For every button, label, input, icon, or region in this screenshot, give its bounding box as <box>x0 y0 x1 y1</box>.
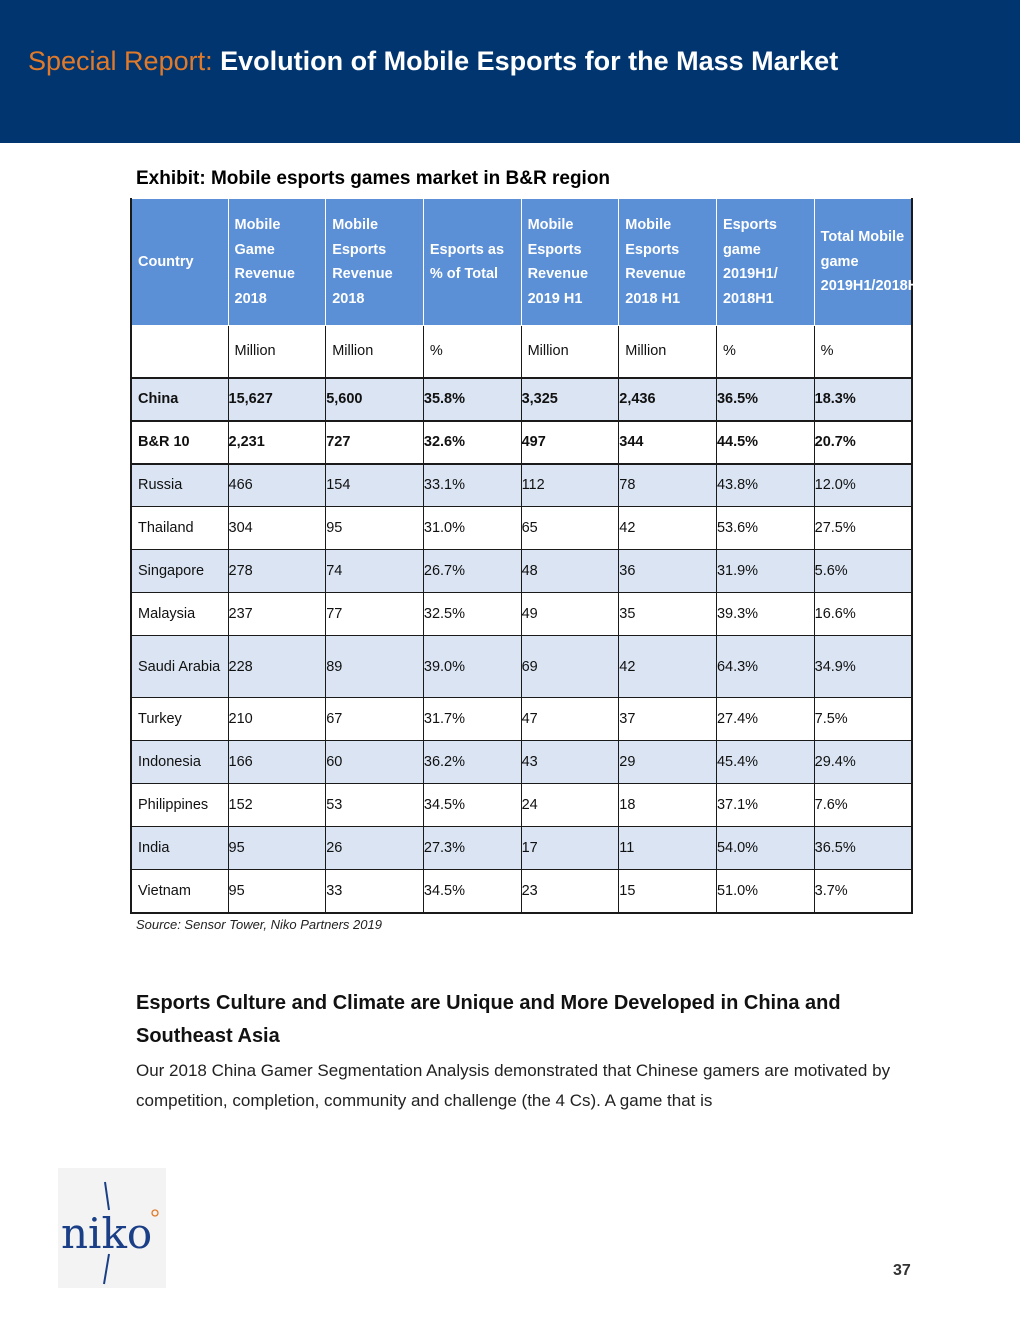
value-cell: 29 <box>619 741 717 784</box>
table-row <box>131 698 912 741</box>
table-row <box>131 421 912 464</box>
value-cell: 42 <box>619 636 717 698</box>
country-cell: Singapore <box>131 550 228 593</box>
value-cell: 24 <box>521 784 619 827</box>
table-row <box>131 464 912 507</box>
unit-cell <box>131 326 228 378</box>
value-cell: 31.7% <box>423 698 521 741</box>
value-cell: 49 <box>521 593 619 636</box>
value-cell: 304 <box>228 507 326 550</box>
column-header: Mobile Esports Revenue 2018 H1 <box>619 199 717 326</box>
value-cell: 53 <box>326 784 424 827</box>
value-cell: 7.6% <box>814 784 912 827</box>
column-header: Esports game 2019H1/ 2018H1 <box>716 199 814 326</box>
value-cell: 32.5% <box>423 593 521 636</box>
value-cell: 54.0% <box>716 827 814 870</box>
value-cell: 17 <box>521 827 619 870</box>
value-cell: 36 <box>619 550 717 593</box>
value-cell: 2,436 <box>619 378 717 421</box>
value-cell: 26 <box>326 827 424 870</box>
value-cell: 27.3% <box>423 827 521 870</box>
value-cell: 35.8% <box>423 378 521 421</box>
value-cell: 727 <box>326 421 424 464</box>
value-cell: 33 <box>326 870 424 913</box>
report-title <box>28 44 838 78</box>
value-cell: 3.7% <box>814 870 912 913</box>
country-cell: Vietnam <box>131 870 228 913</box>
value-cell: 11 <box>619 827 717 870</box>
value-cell: 39.3% <box>716 593 814 636</box>
value-cell: 34.5% <box>423 870 521 913</box>
country-cell: Thailand <box>131 507 228 550</box>
value-cell: 37.1% <box>716 784 814 827</box>
value-cell: 77 <box>326 593 424 636</box>
column-header: Country <box>131 199 228 326</box>
value-cell: 466 <box>228 464 326 507</box>
value-cell: 152 <box>228 784 326 827</box>
country-cell: Indonesia <box>131 741 228 784</box>
value-cell: 112 <box>521 464 619 507</box>
value-cell: 39.0% <box>423 636 521 698</box>
value-cell: 43 <box>521 741 619 784</box>
value-cell: 37 <box>619 698 717 741</box>
value-cell: 16.6% <box>814 593 912 636</box>
value-cell: 27.5% <box>814 507 912 550</box>
report-title-main: Evolution of Mobile Esports for the Mass Market <box>220 46 839 76</box>
value-cell: 228 <box>228 636 326 698</box>
value-cell: 15 <box>619 870 717 913</box>
column-header: Mobile Game Revenue 2018 <box>228 199 326 326</box>
column-header: Esports as % of Total <box>423 199 521 326</box>
value-cell: 53.6% <box>716 507 814 550</box>
value-cell: 23 <box>521 870 619 913</box>
value-cell: 34.5% <box>423 784 521 827</box>
value-cell: 33.1% <box>423 464 521 507</box>
units-row <box>131 326 912 378</box>
table-row <box>131 784 912 827</box>
value-cell: 26.7% <box>423 550 521 593</box>
value-cell: 29.4% <box>814 741 912 784</box>
unit-cell: % <box>716 326 814 378</box>
country-cell: Russia <box>131 464 228 507</box>
value-cell: 64.3% <box>716 636 814 698</box>
value-cell: 32.6% <box>423 421 521 464</box>
value-cell: 48 <box>521 550 619 593</box>
unit-cell: Million <box>521 326 619 378</box>
unit-cell: % <box>423 326 521 378</box>
value-cell: 20.7% <box>814 421 912 464</box>
unit-cell: Million <box>228 326 326 378</box>
value-cell: 65 <box>521 507 619 550</box>
market-table <box>130 198 927 914</box>
table-row <box>131 378 912 421</box>
value-cell: 27.4% <box>716 698 814 741</box>
source-note: Source: Sensor Tower, Niko Partners 2019 <box>136 917 382 932</box>
value-cell: 5,600 <box>326 378 424 421</box>
value-cell: 67 <box>326 698 424 741</box>
value-cell: 15,627 <box>228 378 326 421</box>
value-cell: 154 <box>326 464 424 507</box>
value-cell: 69 <box>521 636 619 698</box>
table-row <box>131 636 912 698</box>
table-row <box>131 870 912 913</box>
value-cell: 7.5% <box>814 698 912 741</box>
value-cell: 78 <box>619 464 717 507</box>
value-cell: 12.0% <box>814 464 912 507</box>
column-header: Total Mobile game 2019H1/2018H1 <box>814 199 912 326</box>
value-cell: 42 <box>619 507 717 550</box>
section-heading: Esports Culture and Climate are Unique and More Developed in China and Southeast Asia <box>136 992 841 1047</box>
exhibit-title: Exhibit: Mobile esports games market in B&R region <box>136 168 611 189</box>
value-cell: 31.9% <box>716 550 814 593</box>
table-row <box>131 827 912 870</box>
column-header: Mobile Esports Revenue 2019 H1 <box>521 199 619 326</box>
table-row <box>131 507 912 550</box>
country-cell: B&R 10 <box>131 421 228 464</box>
unit-cell: Million <box>619 326 717 378</box>
unit-cell: Million <box>326 326 424 378</box>
value-cell: 44.5% <box>716 421 814 464</box>
body-paragraph: Our 2018 China Gamer Segmentation Analysis demonstrated that Chinese gamers are motivated by competition, completion, community and challenge (the 4 Cs). A game that is <box>136 1061 891 1110</box>
value-cell: 74 <box>326 550 424 593</box>
value-cell: 95 <box>228 870 326 913</box>
logo-text: niko <box>61 1209 153 1258</box>
value-cell: 43.8% <box>716 464 814 507</box>
value-cell: 60 <box>326 741 424 784</box>
country-cell: Philippines <box>131 784 228 827</box>
value-cell: 18.3% <box>814 378 912 421</box>
value-cell: 89 <box>326 636 424 698</box>
country-cell: Turkey <box>131 698 228 741</box>
value-cell: 95 <box>228 827 326 870</box>
table-row <box>131 550 912 593</box>
value-cell: 36.5% <box>814 827 912 870</box>
country-cell: India <box>131 827 228 870</box>
value-cell: 45.4% <box>716 741 814 784</box>
value-cell: 2,231 <box>228 421 326 464</box>
value-cell: 31.0% <box>423 507 521 550</box>
value-cell: 36.5% <box>716 378 814 421</box>
value-cell: 166 <box>228 741 326 784</box>
value-cell: 36.2% <box>423 741 521 784</box>
value-cell: 3,325 <box>521 378 619 421</box>
value-cell: 47 <box>521 698 619 741</box>
value-cell: 344 <box>619 421 717 464</box>
niko-logo <box>58 1168 166 1288</box>
value-cell: 237 <box>228 593 326 636</box>
country-cell: China <box>131 378 228 421</box>
value-cell: 35 <box>619 593 717 636</box>
page-number: 37 <box>893 1262 911 1279</box>
value-cell: 278 <box>228 550 326 593</box>
value-cell: 51.0% <box>716 870 814 913</box>
report-title-prefix: Special Report: <box>28 46 221 76</box>
value-cell: 5.6% <box>814 550 912 593</box>
country-cell: Saudi Arabia <box>131 636 228 698</box>
column-header: Mobile Esports Revenue 2018 <box>326 199 424 326</box>
table-header-row <box>131 199 912 326</box>
report-banner <box>0 0 1020 143</box>
table-body <box>131 378 912 913</box>
value-cell: 497 <box>521 421 619 464</box>
table-row <box>131 741 912 784</box>
value-cell: 95 <box>326 507 424 550</box>
value-cell: 34.9% <box>814 636 912 698</box>
value-cell: 18 <box>619 784 717 827</box>
unit-cell: % <box>814 326 912 378</box>
value-cell: 210 <box>228 698 326 741</box>
country-cell: Malaysia <box>131 593 228 636</box>
table-row <box>131 593 912 636</box>
